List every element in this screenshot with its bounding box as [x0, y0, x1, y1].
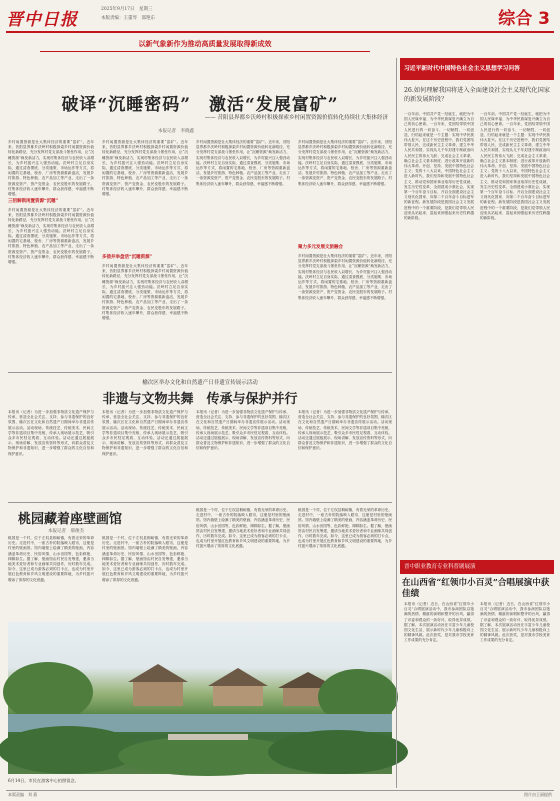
sidebar-study-qa [400, 58, 554, 558]
banner-text: 以新气象新作为推动高质量发展取得新成效 [138, 39, 272, 48]
murals-body-col-1: 桃园是一个村，位于左权县桐峪镇，有着光荣的革命历史。走进村中，一座古朴的院落映入眼帘，这便是村里的壁画馆。馆内墙壁上绘满了精美的壁画，内容涵盖革命历史、民俗风情、山水田园等，色彩鲜艳、栩栩如生。据了解，壁画馆由村民自发筹建，邀请当地美术爱好者和专业画师共同创作，历时数年完成。如今，这里已成为游客必到的打卡点，也成为村里开展红色教育和乡风文明建设的重要阵地，为乡村振兴增添了浓厚的文化底蕴。 [8, 536, 94, 582]
sidebar-header-text: 习近平新时代中国特色社会主义思想学习问答 [404, 66, 520, 72]
newspaper-logo: 晋中日报 [6, 10, 78, 30]
heritage-title: 非遗与文物共舞 传承与保护并行 [102, 392, 298, 407]
lead-body-col-1: 乡村闲置资源是壮大集体经济的重要“富矿”。近年来，昔阳县界都乡沃岭村积极探索乡村闲置资源价值转化新路径，充分发挥村党支部战斗堡垒作用，让“沉睡资源”焕发新活力，实现村集体经济与农民收入双增长，为乡村振兴注入强劲动能。沃岭村立足自身实际，通过清查摸底、分类施策、市场运作等方式，将闲置的宅基地、校舍、厂房等资源重新盘活，发展乡村旅游、特色种植、农产品加工等产业，走出了一条资源变资产、资产变资金、农民变股东的发展路子。村集体经济收入逐年攀升，群众获得感、幸福感不断增强。 [8, 140, 94, 197]
heritage-body-col-2: 本报讯（记者）为进一步加强非物质文化遗产保护与传承，营造全社会关注、支持、参与非遗保护的良好氛围，榆次区在文化和自然遗产日期间举办非遗宣传展示活动。活动现场，传统技艺、传统美术、民间文学等非遗项目集中亮相，传承人现场展示技艺，吸引众多市民驻足观看、互动体验。活动还通过展板展示、现场讲解、发放宣传资料等形式，向群众普及文物保护和非遗知识，进一步增强了群众的文化自信和保护意识。 [102, 410, 188, 456]
lead-body-col-4b: 乡村闲置资源是壮大集体经济的重要“富矿”。近年来，昔阳县界都乡沃岭村积极探索乡村闲置资源价值转化新路径，充分发挥村党支部战斗堡垒作用，让“沉睡资源”焕发新活力，实现村集体经济与农民收入双增长，为乡村振兴注入强劲动能。沃岭村立足自身实际，通过清查摸底、分类施策、市场运作等方式，将闲置的宅基地、校舍、厂房等资源重新盘活，发展乡村旅游、特色种植、农产品加工等产业，走出了一条资源变资产、资产变资金、农民变股东的发展路子。村集体经济收入逐年攀升，群众获得感、幸福感不断增强。 [298, 254, 392, 300]
murals-body-col-4: 桃园是一个村，位于左权县桐峪镇，有着光荣的革命历史。走进村中，一座古朴的院落映入眼帘，这便是村里的壁画馆。馆内墙壁上绘满了精美的壁画，内容涵盖革命历史、民俗风情、山水田园等，色彩鲜艳、栩栩如生。据了解，壁画馆由村民自发筹建，邀请当地美术爱好者和专业画师共同创作，历时数年完成。如今，这里已成为游客必到的打卡点，也成为村里开展红色教育和乡风文明建设的重要阵地，为乡村振兴增添了浓厚的文化底蕴。 [298, 508, 392, 549]
murals-title: 桃园藏着座壁画馆 [18, 512, 123, 527]
lead-body-col-2b: 乡村闲置资源是壮大集体经济的重要“富矿”。近年来，昔阳县界都乡沃岭村积极探索乡村闲置资源价值转化新路径，充分发挥村党支部战斗堡垒作用，让“沉睡资源”焕发新活力，实现村集体经济与农民收入双增长，为乡村振兴注入强劲动能。沃岭村立足自身实际，通过清查摸底、分类施策、市场运作等方式，将闲置的宅基地、校舍、厂房等资源重新盘活，发展乡村旅游、特色种植、农产品加工等产业，走出了一条资源变资产、资产变资金、农民变股东的发展路子。村集体经济收入逐年攀升，群众获得感、幸福感不断增强。 [102, 264, 188, 321]
drama-article [400, 560, 554, 788]
drama-body-col-1: 本报讯（记者）近日，在山西省“红领巾小百灵”合唱展演活动中，我市参演团队以饱满的热情、精湛的演唱和整齐的台风，赢得了评委和观众的一致好评，取得优异成绩。据了解，本次展演活动旨在丰富少年儿童校园文化生活，展示新时代少年儿童积极向上的精神风貌。此次获奖，是对我市学校美育工作成果的充分肯定。 [404, 602, 474, 643]
lead-subhead-3: 聚力多元发展文旅融合 [298, 245, 343, 250]
murals-article [8, 506, 392, 788]
lead-body-col-1b: 乡村闲置资源是壮大集体经济的重要“富矿”。近年来，昔阳县界都乡沃岭村积极探索乡村闲置资源价值转化新路径，充分发挥村党支部战斗堡垒作用，让“沉睡资源”焕发新活力，实现村集体经济与农民收入双增长，为乡村振兴注入强劲动能。沃岭村立足自身实际，通过清查摸底、分类施策、市场运作等方式，将闲置的宅基地、校舍、厂房等资源重新盘活，发展乡村旅游、特色种植、农产品加工等产业，走出了一条资源变资产、资产变资金、农民变股东的发展路子。村集体经济收入逐年攀升，群众获得感、幸福感不断增强。 [8, 208, 94, 265]
drama-title: 在山西省“红领巾小百灵”合唱展演中获佳绩 [402, 578, 550, 599]
footer-rule [6, 790, 554, 791]
murals-body-col-3: 桃园是一个村，位于左权县桐峪镇，有着光荣的革命历史。走进村中，一座古朴的院落映入眼帘，这便是村里的壁画馆。馆内墙壁上绘满了精美的壁画，内容涵盖革命历史、民俗风情、山水田园等，色彩鲜艳、栩栩如生。据了解，壁画馆由村民自发筹建，邀请当地美术爱好者和专业画师共同创作，历时数年完成。如今，这里已成为游客必到的打卡点，也成为村里开展红色教育和乡风文明建设的重要阵地，为乡村振兴增添了浓厚的文化底蕴。 [196, 508, 290, 549]
sidebar-question: 26.如何理解我国将进入全面建设社会主义现代化国家的新发展阶段？ [404, 87, 550, 103]
heritage-body-col-4: 本报讯（记者）为进一步加强非物质文化遗产保护与传承，营造全社会关注、支持、参与非遗保护的良好氛围，榆次区在文化和自然遗产日期间举办非遗宣传展示活动。活动现场，传统技艺、传统美术、民间文学等非遗项目集中亮相，传承人现场展示技艺，吸引众多市民驻足观看、互动体验。活动还通过展板展示、现场讲解、发放宣传资料等形式，向群众普及文物保护和非遗知识，进一步增强了群众的文化自信和保护意识。 [298, 410, 392, 451]
drama-kicker: 晋中职业教育专业科普剧展演 [404, 564, 476, 570]
garden-scene [8, 622, 392, 774]
lead-body-col-3: 乡村闲置资源是壮大集体经济的重要“富矿”。近年来，昔阳县界都乡沃岭村积极探索乡村闲置资源价值转化新路径，充分发挥村党支部战斗堡垒作用，让“沉睡资源”焕发新活力，实现村集体经济与农民收入双增长，为乡村振兴注入强劲动能。沃岭村立足自身实际，通过清查摸底、分类施策、市场运作等方式，将闲置的宅基地、校舍、厂房等资源重新盘活，发展乡村旅游、特色种植、农产品加工等产业，走出了一条资源变资产、资产变资金、农民变股东的发展路子。村集体经济收入逐年攀升，群众获得感、幸福感不断增强。 [196, 140, 290, 186]
page-editors: 本版责编：王董琴 邵艳东 [101, 16, 155, 21]
issue-date: 2025年9月17日 星期三 [101, 7, 153, 12]
footer-right: 图片由王丽提供 [524, 792, 552, 797]
murals-body-col-2: 桃园是一个村，位于左权县桐峪镇，有着光荣的革命历史。走进村中，一座古朴的院落映入眼帘，这便是村里的壁画馆。馆内墙壁上绘满了精美的壁画，内容涵盖革命历史、民俗风情、山水田园等，色彩鲜艳、栩栩如生。据了解，壁画馆由村民自发筹建，邀请当地美术爱好者和专业画师共同创作，历时数年完成。如今，这里已成为游客必到的打卡点，也成为村里开展红色教育和乡风文明建设的重要阵地，为乡村振兴增添了浓厚的文化底蕴。 [102, 536, 188, 582]
sidebar-body-col-2: 一百年前，中国共产党一经诞生，就把为中国人民谋幸福、为中华民族谋复兴确立为自己的初心使命。一百年来，党团结带领中国人民进行的一切奋斗、一切牺牲、一切创造，归结起来就是一个主题：实现中华民族伟大复兴。在这个历史进程中，我们党团结带领人民，完成新民主主义革命，建立中华人民共和国，实现从几千年封建专制政治向人民民主的伟大飞跃；完成社会主义革命，确立社会主义基本制度；进行改革开放新的伟大革命，开创、坚持、发展中国特色社会主义；党的十八大以来，中国特色社会主义进入新时代，我们坚持和发展中国特色社会主义，推动党和国家事业取得历史性成就、发生历史性变革，全面建成小康社会，实现第一个百年奋斗目标，开启全面建设社会主义现代化国家、向第二个百年奋斗目标进军的新征程。新发展阶段是我国社会主义发展进程中的一个重要阶段，是我们党带领人民迎来从站起来、富起来到强起来历史性跨越的新阶段。 [480, 112, 550, 221]
sidebar-header [400, 58, 554, 80]
footer-left: 本版责编 刘 燕 [8, 792, 38, 797]
lead-body-col-4: 乡村闲置资源是壮大集体经济的重要“富矿”。近年来，昔阳县界都乡沃岭村积极探索乡村闲置资源价值转化新路径，充分发挥村党支部战斗堡垒作用，让“沉睡资源”焕发新活力，实现村集体经济与农民收入双增长，为乡村振兴注入强劲动能。沃岭村立足自身实际，通过清查摸底、分类施策、市场运作等方式，将闲置的宅基地、校舍、厂房等资源重新盘活，发展乡村旅游、特色种植、农产品加工等产业，走出了一条资源变资产、资产变资金、农民变股东的发展路子。村集体经济收入逐年攀升，群众获得感、幸福感不断增强。 [298, 140, 392, 186]
drama-body-col-2: 本报讯（记者）近日，在山西省“红领巾小百灵”合唱展演活动中，我市参演团队以饱满的热情、精湛的演唱和整齐的台风，赢得了评委和观众的一致好评，取得优异成绩。据了解，本次展演活动旨在丰富少年儿童校园文化生活，展示新时代少年儿童积极向上的精神风貌。此次获奖，是对我市学校美育工作成果的充分肯定。 [480, 602, 550, 643]
drama-kicker-bar [400, 560, 554, 574]
garden-photo [8, 622, 392, 774]
heritage-body-col-1: 本报讯（记者）为进一步加强非物质文化遗产保护与传承，营造全社会关注、支持、参与非遗保护的良好氛围，榆次区在文化和自然遗产日期间举办非遗宣传展示活动。活动现场，传统技艺、传统美术、民间文学等非遗项目集中亮相，传承人现场展示技艺，吸引众多市民驻足观看、互动体验。活动还通过展板展示、现场讲解、发放宣传资料等形式，向群众普及文物保护和非遗知识，进一步增强了群众的文化自信和保护意识。 [8, 410, 94, 456]
lead-subtitle: —— 昔阳县界都乡沃岭村积极探索乡村闲置资源价值转化持续壮大集体经济 [204, 115, 388, 121]
divider [8, 502, 392, 503]
heritage-article [8, 376, 392, 500]
lead-article [8, 58, 392, 376]
sidebar-body-col-1: 一百年前，中国共产党一经诞生，就把为中国人民谋幸福、为中华民族谋复兴确立为自己的初心使命。一百年来，党团结带领中国人民进行的一切奋斗、一切牺牲、一切创造，归结起来就是一个主题：实现中华民族伟大复兴。在这个历史进程中，我们党团结带领人民，完成新民主主义革命，建立中华人民共和国，实现从几千年封建专制政治向人民民主的伟大飞跃；完成社会主义革命，确立社会主义基本制度；进行改革开放新的伟大革命，开创、坚持、发展中国特色社会主义；党的十八大以来，中国特色社会主义进入新时代，我们坚持和发展中国特色社会主义，推动党和国家事业取得历史性成就、发生历史性变革，全面建成小康社会，实现第一个百年奋斗目标，开启全面建设社会主义现代化国家、向第二个百年奋斗目标进军的新征程。新发展阶段是我国社会主义发展进程中的一个重要阶段，是我们党带领人民迎来从站起来、富起来到强起来历史性跨越的新阶段。 [404, 112, 474, 221]
masthead [6, 3, 554, 29]
photo-caption: 6月14日，市民在游客中心拍照留念。 [8, 778, 79, 783]
masthead-rule [6, 31, 554, 33]
lead-body-col-2: 乡村闲置资源是壮大集体经济的重要“富矿”。近年来，昔阳县界都乡沃岭村积极探索乡村闲置资源价值转化新路径，充分发挥村党支部战斗堡垒作用，让“沉睡资源”焕发新活力，实现村集体经济与农民收入双增长，为乡村振兴注入强劲动能。沃岭村立足自身实际，通过清查摸底、分类施策、市场运作等方式，将闲置的宅基地、校舍、厂房等资源重新盘活，发展乡村旅游、特色种植、农产品加工等产业，走出了一条资源变资产、资产变资金、农民变股东的发展路子。村集体经济收入逐年攀升，群众获得感、幸福感不断增强。 [102, 140, 188, 197]
heritage-kicker: 榆次区举办文化和自然遗产日非遗宣传展示活动 [142, 380, 258, 386]
lead-subhead-1: 三招解锁闲置资源“沉睡” [8, 199, 59, 204]
column-separator [396, 58, 397, 788]
lead-title: 破译“沉睡密码” 激活“发展富矿” [61, 95, 339, 115]
murals-byline: 本报记者 郝俊杰 [48, 529, 84, 534]
heritage-body-col-3: 本报讯（记者）为进一步加强非物质文化遗产保护与传承，营造全社会关注、支持、参与非遗保护的良好氛围，榆次区在文化和自然遗产日期间举办非遗宣传展示活动。活动现场，传统技艺、传统美术、民间文学等非遗项目集中亮相，传承人现场展示技艺，吸引众多市民驻足观看、互动体验。活动还通过展板展示、现场讲解、发放宣传资料等形式，向群众普及文物保护和非遗知识，进一步增强了群众的文化自信和保护意识。 [196, 410, 290, 451]
banner [40, 38, 370, 52]
lead-byline: 本报记者 李晓鑫 [158, 129, 194, 134]
divider [8, 372, 392, 373]
lead-subhead-2: 多措并举盘活“沉睡资源” [102, 255, 153, 260]
section-title: 综合 3 [498, 9, 550, 29]
